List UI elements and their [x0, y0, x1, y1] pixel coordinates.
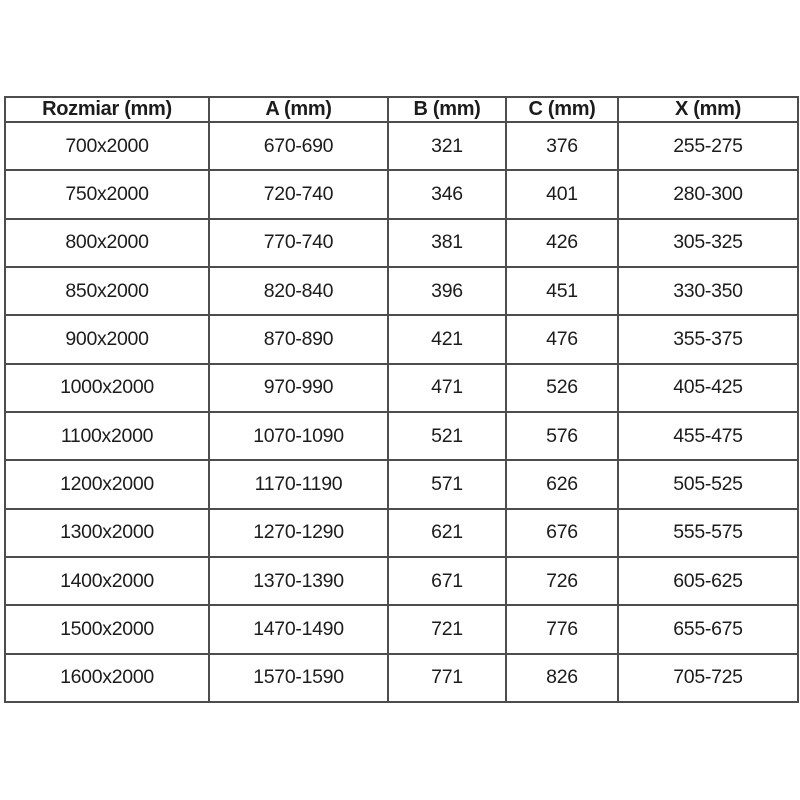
table-cell: 321 — [388, 122, 506, 170]
table-cell: 451 — [506, 267, 618, 315]
table-cell: 526 — [506, 364, 618, 412]
table-cell: 1370-1390 — [209, 557, 388, 605]
table-cell: 1470-1490 — [209, 605, 388, 653]
table-header — [5, 97, 798, 122]
table-row — [5, 654, 798, 702]
table-cell: 401 — [506, 170, 618, 218]
table-cell: 346 — [388, 170, 506, 218]
table-cell: 850x2000 — [5, 267, 209, 315]
table-cell: 455-475 — [618, 412, 798, 460]
table-cell: 771 — [388, 654, 506, 702]
table-cell: 770-740 — [209, 219, 388, 267]
table-cell: 621 — [388, 509, 506, 557]
table-cell: 280-300 — [618, 170, 798, 218]
table-cell: 750x2000 — [5, 170, 209, 218]
table-cell: 1600x2000 — [5, 654, 209, 702]
table-cell: 605-625 — [618, 557, 798, 605]
table-cell: 305-325 — [618, 219, 798, 267]
table-cell: 381 — [388, 219, 506, 267]
table-cell: 255-275 — [618, 122, 798, 170]
table-cell: 676 — [506, 509, 618, 557]
column-header-x: X (mm) — [618, 97, 798, 122]
table-row — [5, 122, 798, 170]
table-row — [5, 315, 798, 363]
table-cell: 1100x2000 — [5, 412, 209, 460]
table-cell: 571 — [388, 460, 506, 508]
column-header-rozmiar: Rozmiar (mm) — [5, 97, 209, 122]
table-cell: 421 — [388, 315, 506, 363]
table-cell: 476 — [506, 315, 618, 363]
table-row — [5, 170, 798, 218]
table-cell: 396 — [388, 267, 506, 315]
table-cell: 330-350 — [618, 267, 798, 315]
table-cell: 555-575 — [618, 509, 798, 557]
table-cell: 626 — [506, 460, 618, 508]
table-row — [5, 364, 798, 412]
table-cell: 800x2000 — [5, 219, 209, 267]
table-cell: 705-725 — [618, 654, 798, 702]
table-cell: 1400x2000 — [5, 557, 209, 605]
table-cell: 1200x2000 — [5, 460, 209, 508]
table-header-row — [5, 97, 798, 122]
table-cell: 671 — [388, 557, 506, 605]
table-row — [5, 412, 798, 460]
table-cell: 721 — [388, 605, 506, 653]
table-row — [5, 557, 798, 605]
table-cell: 1070-1090 — [209, 412, 388, 460]
table-cell: 355-375 — [618, 315, 798, 363]
table-cell: 970-990 — [209, 364, 388, 412]
table-cell: 1300x2000 — [5, 509, 209, 557]
table-row — [5, 267, 798, 315]
table-row — [5, 509, 798, 557]
column-header-a: A (mm) — [209, 97, 388, 122]
table-body — [5, 122, 798, 702]
table-cell: 505-525 — [618, 460, 798, 508]
size-spec-table — [4, 96, 799, 703]
table-cell: 776 — [506, 605, 618, 653]
table-cell: 1000x2000 — [5, 364, 209, 412]
column-header-b: B (mm) — [388, 97, 506, 122]
table-cell: 471 — [388, 364, 506, 412]
table-row — [5, 460, 798, 508]
table-cell: 826 — [506, 654, 618, 702]
column-header-c: C (mm) — [506, 97, 618, 122]
table-cell: 1500x2000 — [5, 605, 209, 653]
table-row — [5, 219, 798, 267]
table-cell: 1270-1290 — [209, 509, 388, 557]
table-cell: 1170-1190 — [209, 460, 388, 508]
table-cell: 726 — [506, 557, 618, 605]
table-cell: 870-890 — [209, 315, 388, 363]
table-cell: 900x2000 — [5, 315, 209, 363]
table-cell: 820-840 — [209, 267, 388, 315]
table-cell: 670-690 — [209, 122, 388, 170]
table-cell: 655-675 — [618, 605, 798, 653]
table-cell: 376 — [506, 122, 618, 170]
table-row — [5, 605, 798, 653]
table-cell: 720-740 — [209, 170, 388, 218]
table-cell: 426 — [506, 219, 618, 267]
table-cell: 1570-1590 — [209, 654, 388, 702]
table-cell: 521 — [388, 412, 506, 460]
table-cell: 576 — [506, 412, 618, 460]
table-cell: 405-425 — [618, 364, 798, 412]
table-cell: 700x2000 — [5, 122, 209, 170]
